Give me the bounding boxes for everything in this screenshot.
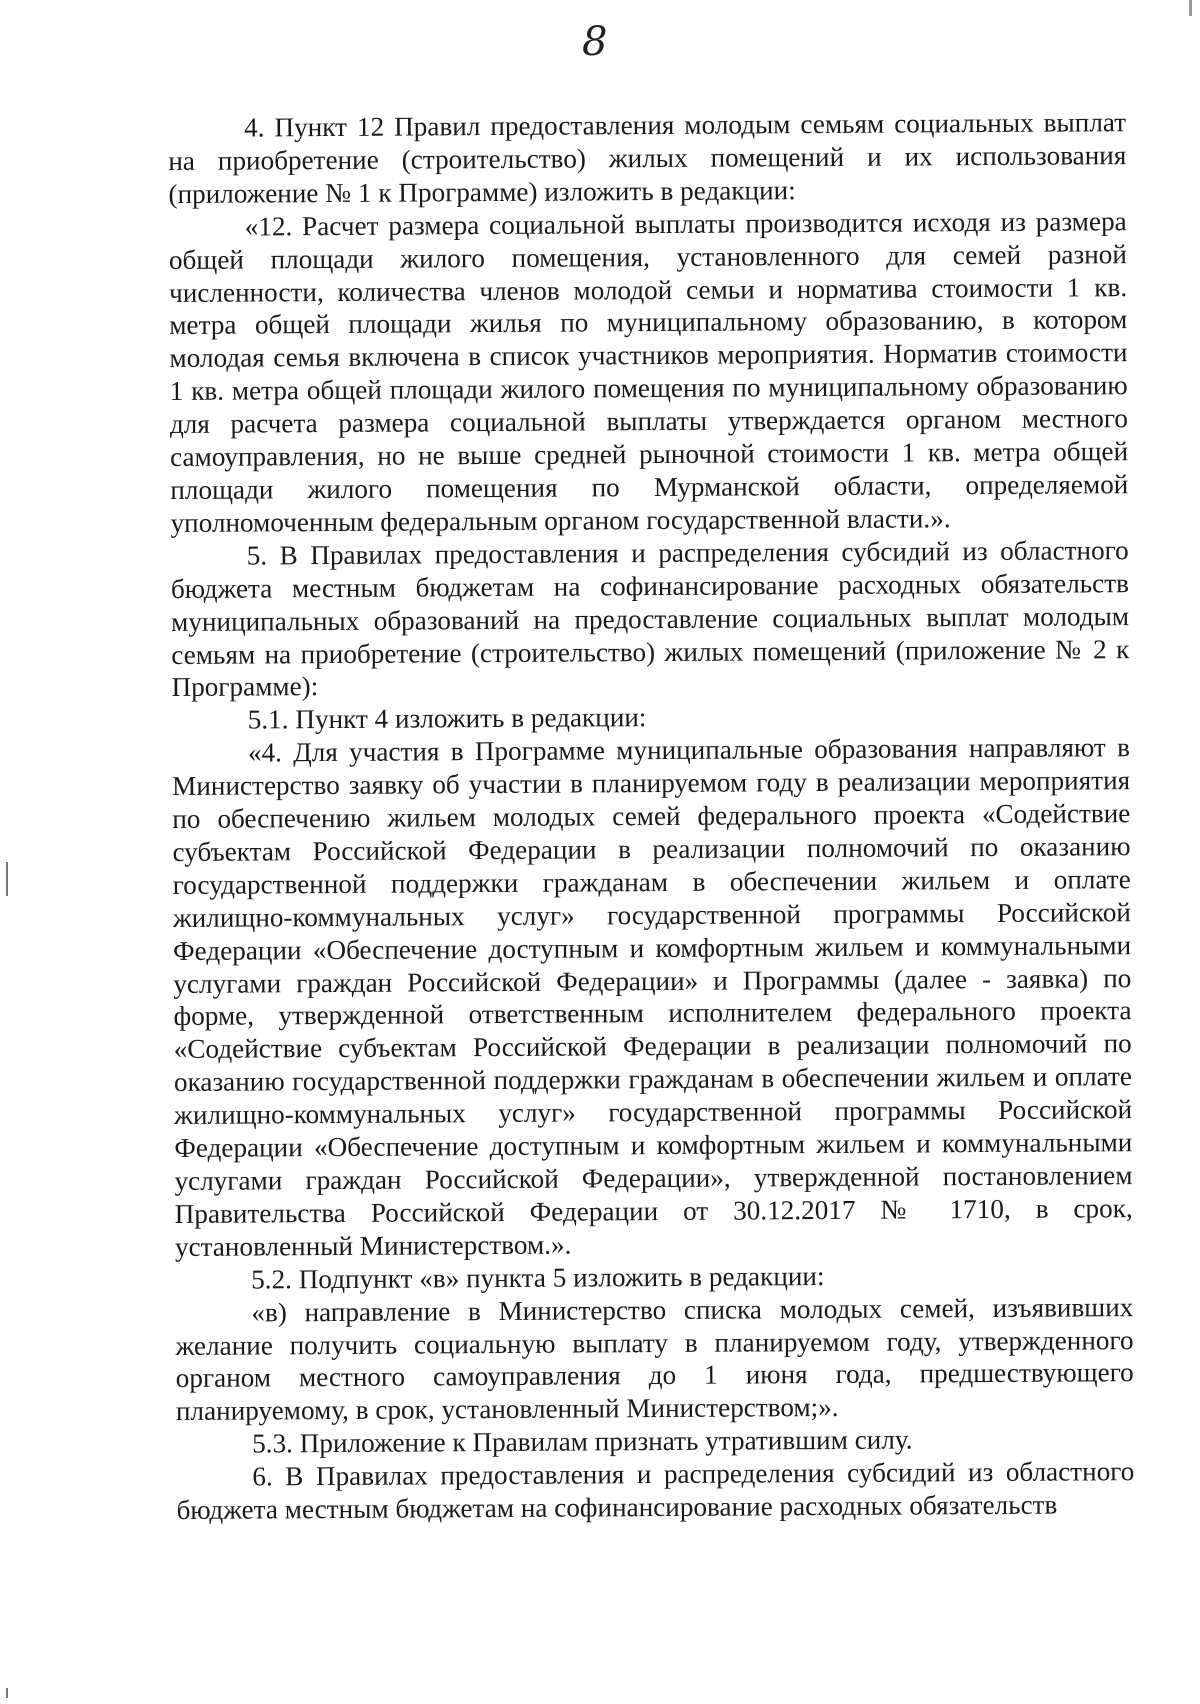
paragraph-5-2: 5.2. Подпункт «в» пункта 5 изложить в редакции:: [251, 1260, 825, 1295]
paragraph-5-2-quote-v: «в) направление в Министерство списка молодых семей, изъявивших желание получить социальную выплату в планируемом году, утвержденного органом местного самоуправления до 1 июня года, предшествующего планируемому, в срок, установленный Министерством;».: [175, 1291, 1134, 1427]
paragraph-5-1: 5.1. Пункт 4 изложить в редакции:: [247, 702, 647, 735]
paragraph-4-quote-12: «12. Расчет размера социальной выплаты производится исходя из размера общей площади жилого помещения, установленного для семей разной численности, количества членов молодой семьи и норматива стоимости 1 кв. метра общей площади жилья по муниципальному образованию, в котором молодая семья включена в список участников мероприятия. Норматив стоимости 1 кв. метра общей площади жилого помещения по муниципальному образованию для расчета размера социальной выплаты утверждается органом местного самоуправления, но не выше средней рыночной стоимости 1 кв. метра общей площади жилого помещения по Мурманской области, определяемой уполномоченным федеральным органом государственной власти.».: [168, 205, 1129, 538]
scan-edge-mark: [1189, 0, 1192, 16]
paragraph-4: 4. Пункт 12 Правил предоставления молодым семьям социальных выплат на приобретение (строительство) жилых помещений и их использования (приложение № 1 к Программе) изложить в редакции:: [168, 107, 1127, 209]
paragraph-5-1-quote-4: «4. Для участия в Программе муниципальные образования направляют в Министерство заявку об участии в планируемом году в реализации мероприятия по обеспечению жильем молодых семей федерального проекта «Содействие субъектам Российской Федерации в реализации полномочий по оказанию государственной поддержки гражданам в обеспечении жильем и оплате жилищно-коммунальных услуг» государственной программы Российской Федерации «Обеспечение доступным и комфортным жильем и коммунальными услугами граждан Российской Федерации» и Программы (далее - заявка) по форме, утвержденной ответственным исполнителем федерального проекта «Содействие субъектам Российской Федерации в реализации полномочий по оказанию государственной поддержки гражданам в обеспечении жильем и оплате жилищно-коммунальных услуг» государственной программы Российской Федерации «Обеспечение доступным и комфортным жильем и коммунальными услугами граждан Российской Федерации», утвержденной постановлением Правительства Российской Федерации от 30.12.2017 № 1710, в срок, установленный Министерством.».: [172, 732, 1133, 1262]
document-body: [168, 106, 1135, 1527]
scan-edge-mark: [6, 862, 8, 896]
paragraph-5-3: 5.3. Приложение к Правилам признать утратившим силу.: [252, 1424, 913, 1459]
paragraph-5: 5. В Правилах предоставления и распределения субсидий из областного бюджета местным бюджетам на софинансирование расходных обязательств муниципальных образований на предоставление социальных выплат молодым семьям на приобретение (строительство) жилых помещений (приложение № 2 к Программе):: [170, 534, 1130, 703]
paragraph-6: 6. В Правилах предоставления и распределения субсидий из областного бюджета местным бюджетам на софинансирование расходных обязательств: [176, 1456, 1135, 1526]
page-number: 8: [582, 19, 608, 65]
scan-edge-mark: [6, 1688, 8, 1698]
